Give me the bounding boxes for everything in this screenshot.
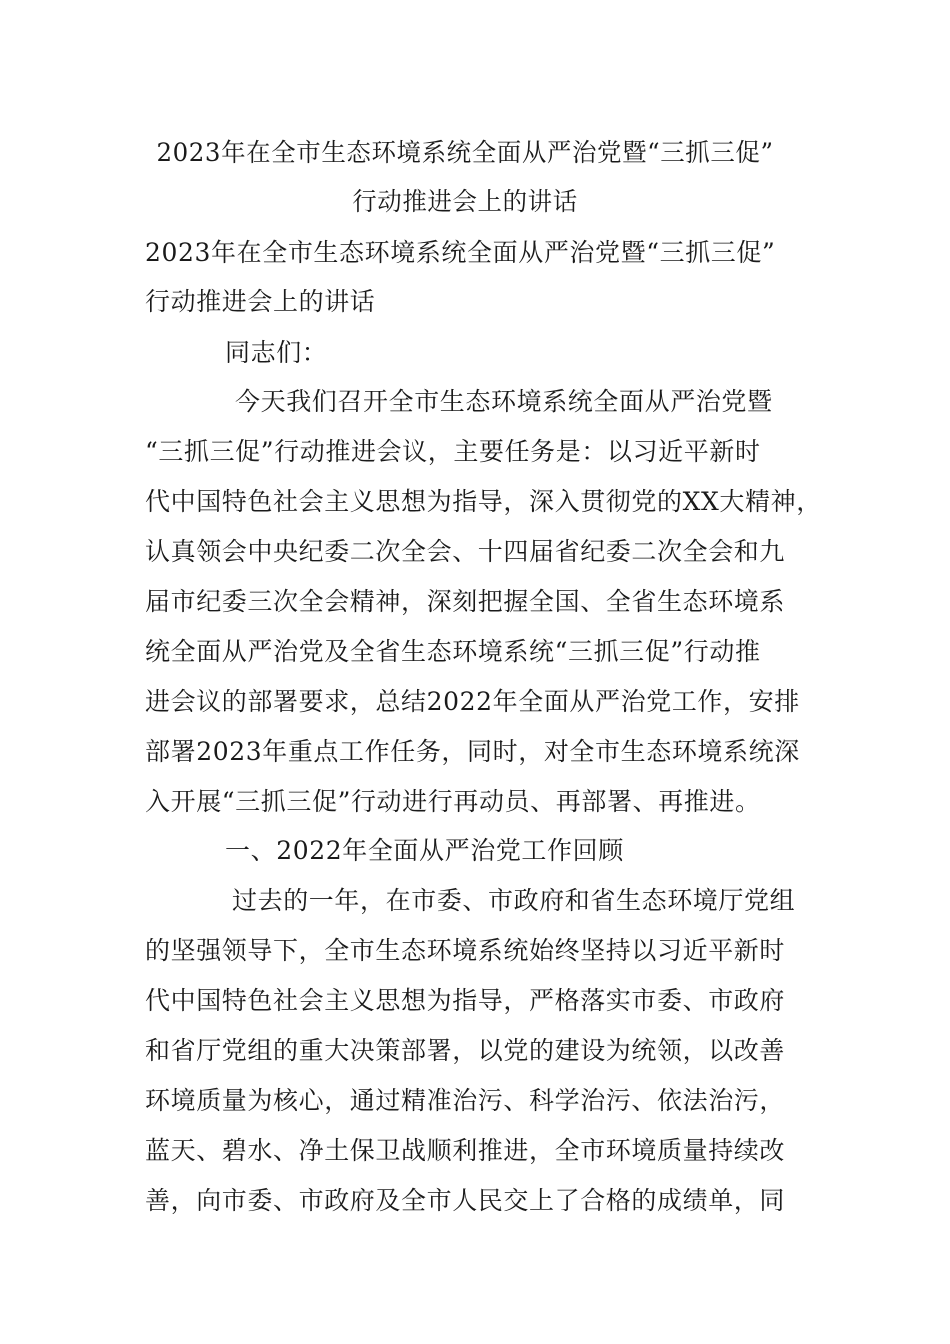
- paragraph-2-line: 过去的一年，在市委、市政府和省生态环境厅党组: [232, 886, 796, 915]
- document-title-line-1: 2023年在全市生态环境系统全面从严治党暨“三抓三促”: [156, 138, 774, 167]
- document-title-line-2: 行动推进会上的讲话: [352, 187, 578, 216]
- paragraph-2-line: 善，向市委、市政府及全市人民交上了合格的成绩单，同: [145, 1186, 786, 1215]
- paragraph-1-line: 代中国特色社会主义思想为指导，深入贯彻党的XX大精神，: [145, 487, 822, 516]
- paragraph-1-line: 统全面从严治党及全省生态环境系统“三抓三促”行动推: [145, 637, 761, 666]
- paragraph-1-line: 入开展“三抓三促”行动进行再动员、再部署、再推进。: [145, 787, 761, 816]
- paragraph-1-line: “三抓三促”行动推进会议，主要任务是：以习近平新时: [145, 437, 761, 466]
- paragraph-1-line: 届市纪委三次全会精神，深刻把握全国、全省生态环境系: [145, 587, 786, 616]
- paragraph-2-line: 和省厅党组的重大决策部署，以党的建设为统领，以改善: [145, 1036, 786, 1065]
- paragraph-1-line: 今天我们召开全市生态环境系统全面从严治党暨: [235, 387, 773, 416]
- paragraph-2-line: 代中国特色社会主义思想为指导，严格落实市委、市政府: [145, 986, 786, 1015]
- section-1-heading: 一、2022年全面从严治党工作回顾: [225, 836, 624, 865]
- salutation: 同志们：: [225, 338, 328, 367]
- paragraph-1-line: 部署2023年重点工作任务，同时，对全市生态环境系统深: [145, 737, 800, 766]
- document-heading-line-1: 2023年在全市生态环境系统全面从严治党暨“三抓三促”: [145, 238, 776, 267]
- document-heading-line-2: 行动推进会上的讲话: [145, 287, 376, 316]
- paragraph-1-line: 认真领会中央纪委二次全会、十四届省纪委二次全会和九: [145, 537, 786, 566]
- paragraph-1-line: 进会议的部署要求，总结2022年全面从严治党工作，安排: [145, 687, 800, 716]
- paragraph-2-line: 蓝天、碧水、净土保卫战顺利推进，全市环境质量持续改: [145, 1136, 786, 1165]
- paragraph-2-line: 环境质量为核心，通过精准治污、科学治污、依法治污，: [145, 1086, 786, 1115]
- paragraph-2-line: 的坚强领导下，全市生态环境系统始终坚持以习近平新时: [145, 936, 786, 965]
